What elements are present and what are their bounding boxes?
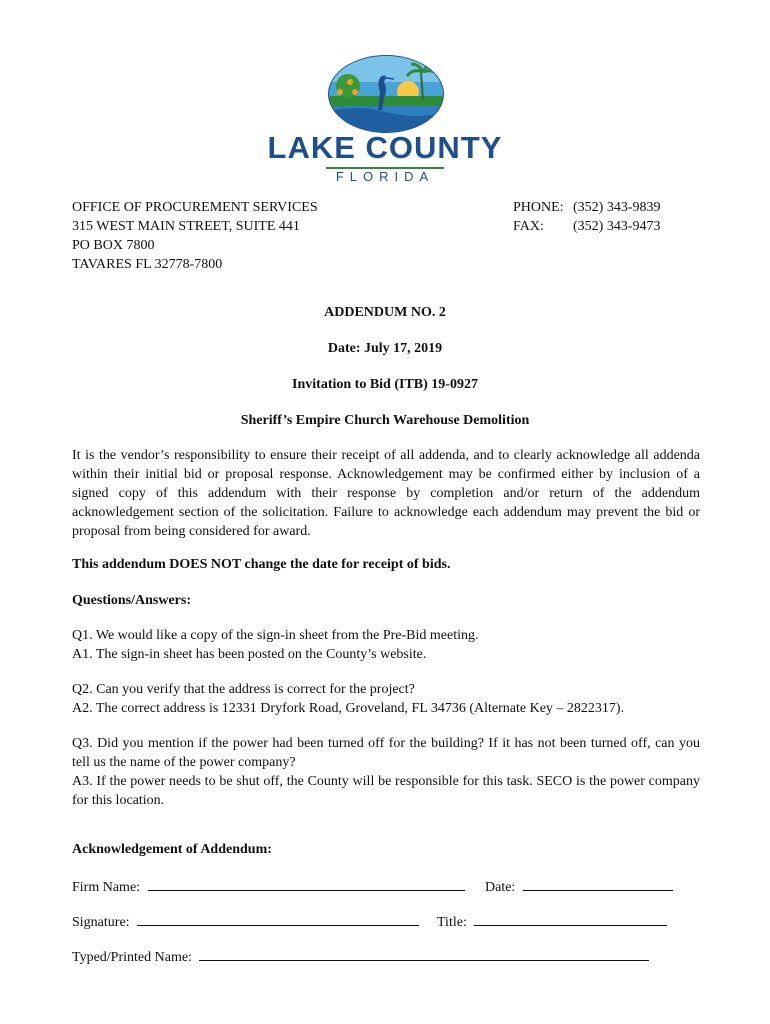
title-row — [437, 911, 677, 931]
answer-text: A3. If the power needs to be shut off, the County will be responsible for this task. SECO is the power company for this location. — [72, 774, 700, 808]
notice-text: This addendum DOES NOT change the date for receipt of bids. — [72, 557, 451, 572]
question-text: Q3. Did you mention if the power had been turned off for the building? If it has not been turned off, can you tell us the name of the power company? — [72, 736, 700, 770]
office-address — [72, 198, 412, 274]
office-line: 315 WEST MAIN STREET, SUITE 441 — [72, 219, 300, 234]
date-field[interactable] — [523, 876, 673, 891]
qa-item — [72, 626, 700, 664]
typed-name-field[interactable] — [199, 946, 649, 961]
typed-name-label: Typed/Printed Name: — [72, 950, 192, 965]
title-label: Title: — [437, 915, 467, 930]
logo-subtitle: FLORIDA — [335, 169, 435, 184]
project-title: Sheriff’s Empire Church Warehouse Demolition — [240, 413, 530, 428]
signature-row — [72, 911, 432, 931]
intro-paragraph: It is the vendor’s responsibility to ensure their receipt of all addenda, and to clearly acknowledge all addenda within their initial bid or proposal response. Acknowledgement may be confirmed either by inclusion of a signed copy of this addendum with their response by completion and/or return of the addendum acknowledgement section of the solicitation. Failure to acknowledge each addendum may prevent the bid or proposal from being considered for award. — [72, 448, 700, 539]
title-field[interactable] — [474, 911, 667, 926]
logo-name: LAKE COUNTY — [267, 130, 503, 165]
logo-emblem-icon — [326, 52, 446, 134]
phone-number: (352) 343-9839 — [573, 200, 661, 215]
office-line: PO BOX 7800 — [72, 238, 155, 253]
typed-name-row — [72, 946, 682, 966]
question-text: Q2. Can you verify that the address is correct for the project? — [72, 682, 415, 697]
lake-county-logo — [240, 50, 530, 190]
qa-item — [72, 734, 700, 810]
addendum-date: Date: July 17, 2019 — [327, 341, 443, 356]
itb-number: Invitation to Bid (ITB) 19-0927 — [292, 377, 478, 392]
ack-heading: Acknowledgement of Addendum: — [72, 842, 272, 857]
qa-heading: Questions/Answers: — [72, 593, 192, 608]
fax-number: (352) 343-9473 — [573, 219, 661, 234]
answer-text: A1. The sign-in sheet has been posted on the County’s website. — [72, 647, 427, 662]
qa-item — [72, 680, 700, 718]
signature-label: Signature: — [72, 915, 130, 930]
date-label: Date: — [485, 880, 516, 895]
answer-text: A2. The correct address is 12331 Dryfork Road, Groveland, FL 34736 (Alternate Key – 2822317). — [72, 701, 625, 716]
date-row — [485, 876, 685, 896]
office-line: TAVARES FL 32778-7800 — [72, 257, 223, 272]
question-text: Q1. We would like a copy of the sign-in sheet from the Pre-Bid meeting. — [72, 628, 479, 643]
firm-name-field[interactable] — [148, 876, 465, 891]
firm-name-label: Firm Name: — [72, 880, 141, 895]
office-line: OFFICE OF PROCUREMENT SERVICES — [72, 200, 318, 215]
phone-label: PHONE: — [513, 200, 564, 215]
signature-field[interactable] — [137, 911, 419, 926]
office-contact — [513, 198, 713, 236]
addendum-title: ADDENDUM NO. 2 — [324, 305, 446, 320]
fax-label: FAX: — [513, 219, 544, 234]
